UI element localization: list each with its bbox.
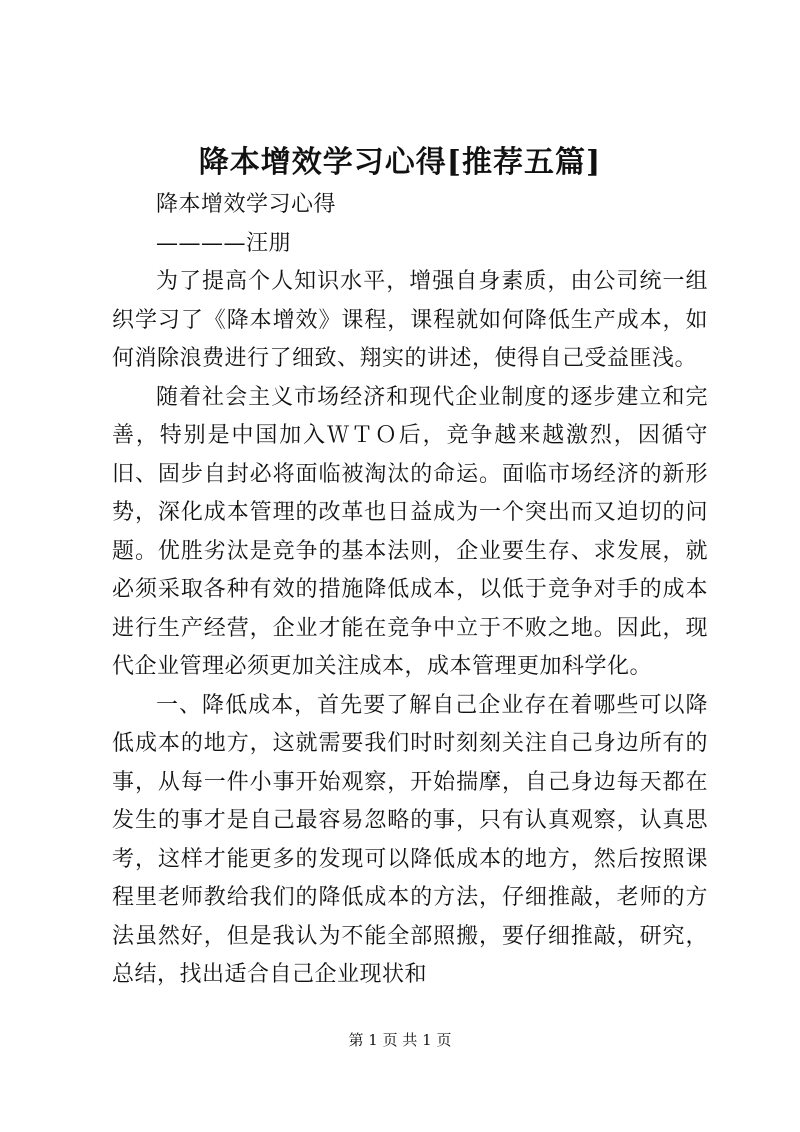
- article-author: ————汪朋: [156, 230, 292, 256]
- body-paragraph: 随着社会主义市场经济和现代企业制度的逐步建立和完善，特别是中国加入ＷＴＯ后，竞争越来越激烈，因循守旧、固步自封必将面临被淘汰的命运。面临市场经济的新形势，深化成本管理的改革也日益成为一个突出而又迫切的问题。优胜劣汰是竞争的基本法则，企业要生存、求发展，就必须采取各种有效的措施降低成本，以低于竞争对手的成本进行生产经营，企业才能在竞争中立于不败之地。因此，现代企业管理必须更加关注成本，成本管理更加科学化。: [112, 384, 708, 679]
- document-title: 降本增效学习心得[推荐五篇]: [198, 145, 602, 180]
- body-paragraph: 一、降低成本，首先要了解自己企业存在着哪些可以降低成本的地方，这就需要我们时时刻刻关注自己身边所有的事，从每一件小事开始观察，开始揣摩，自己身边每天都在发生的事才是自己最容易忽略的事，只有认真观察，认真思考，这样才能更多的发现可以降低成本的地方，然后按照课程里老师教给我们的降低成本的方法，仔细推敲，老师的方法虽然好，但是我认为不能全部照搬，要仔细推敲，研究，总结，找出适合自己企业现状和: [112, 692, 708, 987]
- body-paragraph: 为了提高个人知识水平，增强自身素质，由公司统一组织学习了《降本增效》课程，课程就如何降低生产成本，如何消除浪费进行了细致、翔实的讲述，使得自己受益匪浅。: [112, 269, 708, 371]
- document-body: [112, 186, 708, 995]
- article-subtitle: 降本增效学习心得: [156, 192, 337, 217]
- page-number-footer: 第 1 页 共 1 页: [348, 1031, 452, 1049]
